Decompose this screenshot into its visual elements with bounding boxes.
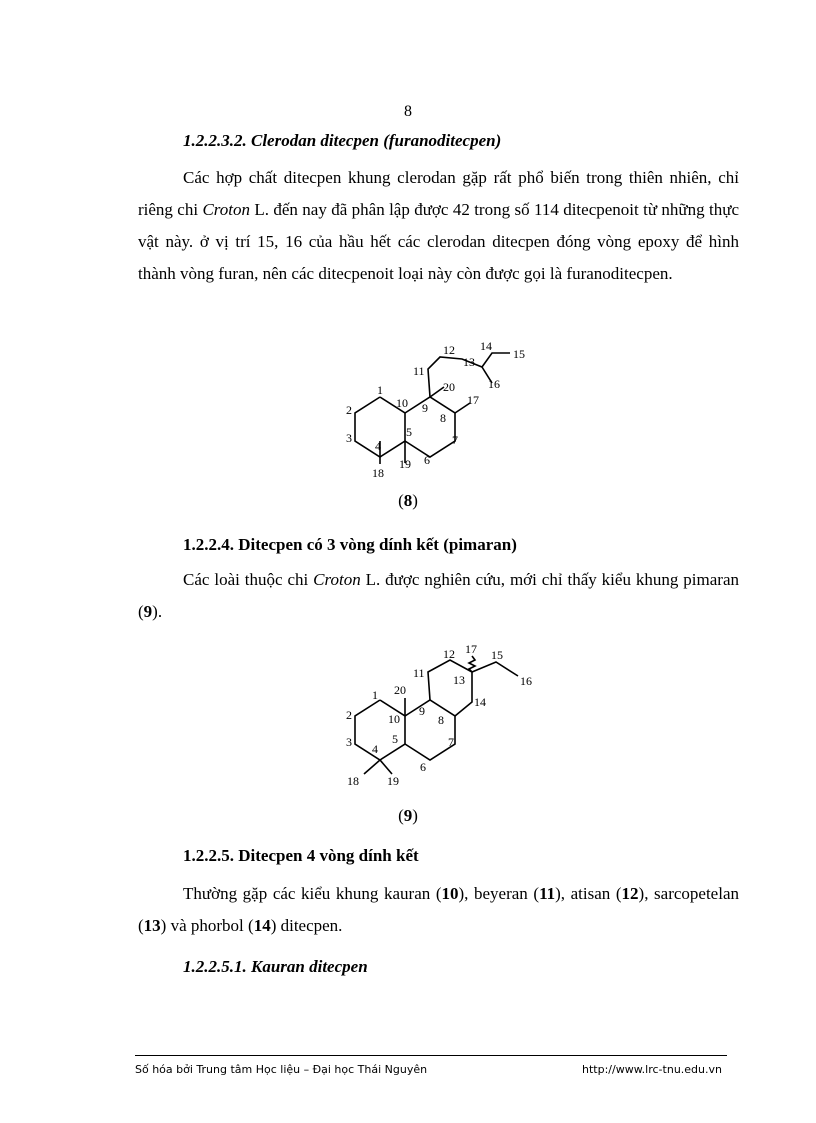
atom-number-label: 8 bbox=[438, 713, 444, 727]
figure-caption-9: (9) bbox=[398, 806, 418, 825]
atom-number-label: 12 bbox=[443, 647, 455, 661]
bond-line bbox=[355, 700, 405, 760]
atom-number-label: 13 bbox=[453, 673, 465, 687]
atom-number-label: 1 bbox=[372, 688, 378, 702]
structure-8 bbox=[300, 335, 560, 485]
atom-number-label: 9 bbox=[419, 704, 425, 718]
structure-8-labels bbox=[346, 339, 525, 480]
bond-line bbox=[472, 662, 518, 676]
atom-number-label: 13 bbox=[463, 355, 475, 369]
atom-number-label: 4 bbox=[372, 742, 378, 756]
atom-number-label: 16 bbox=[488, 377, 500, 391]
atom-number-label: 3 bbox=[346, 735, 352, 749]
section-heading-four-ring: 1.2.2.5. Ditecpen 4 vòng dính kết bbox=[183, 846, 419, 865]
atom-number-label: 15 bbox=[491, 648, 503, 662]
atom-number-label: 14 bbox=[480, 339, 492, 353]
atom-number-label: 17 bbox=[467, 393, 479, 407]
paragraph-pimaran: Các loài thuộc chi Croton L. được nghiên cứu, mới chỉ thấy kiểu khung pimaran (9). bbox=[138, 570, 739, 621]
atom-number-label: 11 bbox=[413, 666, 425, 680]
footer-divider bbox=[135, 1055, 727, 1056]
atom-number-label: 9 bbox=[422, 401, 428, 415]
atom-number-label: 17 bbox=[465, 642, 477, 656]
bond-line bbox=[430, 387, 444, 397]
atom-number-label: 6 bbox=[420, 760, 426, 774]
atom-number-label: 19 bbox=[387, 774, 399, 788]
section-heading-clerodan: 1.2.2.3.2. Clerodan ditecpen (furanoditecpen) bbox=[183, 131, 502, 150]
atom-number-label: 10 bbox=[396, 396, 408, 410]
figure-caption-8: (8) bbox=[398, 491, 418, 510]
atom-number-label: 2 bbox=[346, 708, 352, 722]
page-number: 8 bbox=[404, 103, 412, 120]
atom-number-label: 7 bbox=[448, 735, 454, 749]
structure-9-bonds bbox=[355, 656, 518, 774]
atom-number-label: 20 bbox=[394, 683, 406, 697]
atom-number-label: 12 bbox=[443, 343, 455, 357]
bond-line bbox=[364, 760, 380, 774]
atom-number-label: 2 bbox=[346, 403, 352, 417]
atom-number-label: 8 bbox=[440, 411, 446, 425]
atom-number-label: 15 bbox=[513, 347, 525, 361]
bond-line bbox=[469, 656, 475, 672]
atom-number-label: 3 bbox=[346, 431, 352, 445]
bond-line bbox=[428, 660, 472, 716]
atom-number-label: 20 bbox=[443, 380, 455, 394]
atom-number-label: 1 bbox=[377, 383, 383, 397]
structure-9 bbox=[300, 640, 560, 790]
atom-number-label: 10 bbox=[388, 712, 400, 726]
atom-number-label: 18 bbox=[347, 774, 359, 788]
atom-number-label: 18 bbox=[372, 466, 384, 480]
atom-number-label: 4 bbox=[375, 439, 381, 453]
section-heading-kauran: 1.2.2.5.1. Kauran ditecpen bbox=[183, 957, 368, 976]
atom-number-label: 7 bbox=[452, 433, 458, 447]
atom-number-label: 19 bbox=[399, 457, 411, 471]
bond-line bbox=[405, 397, 455, 457]
footer-source: Số hóa bởi Trung tâm Học liệu – Đại học Thái Nguyên bbox=[135, 1063, 428, 1076]
bond-line bbox=[380, 760, 392, 774]
atom-number-label: 14 bbox=[474, 695, 486, 709]
atom-number-label: 16 bbox=[520, 674, 532, 688]
atom-number-label: 5 bbox=[392, 732, 398, 746]
footer-url: http://www.lrc-tnu.edu.vn bbox=[582, 1063, 722, 1076]
genus-name: Croton bbox=[313, 570, 361, 589]
genus-name: Croton bbox=[202, 200, 250, 219]
section-heading-pimaran: 1.2.2.4. Ditecpen có 3 vòng dính kết (pimaran) bbox=[183, 535, 517, 554]
atom-number-label: 5 bbox=[406, 425, 412, 439]
atom-number-label: 6 bbox=[424, 453, 430, 467]
paragraph-clerodan: Các hợp chất ditecpen khung clerodan gặp rất phổ biến trong thiên nhiên, chỉ riêng chi Croton L. đến nay đã phân lập được 42 trong số 114 ditecpenoit từ những thực vật này. ở vị trí 15, 16 của hầu hết các clerodan ditecpen đóng vòng epoxy để hình thành vòng furan, nên các ditecpenoit loại này còn được gọi là furanoditecpen. bbox=[138, 168, 739, 283]
atom-number-label: 11 bbox=[413, 364, 425, 378]
paragraph-four-ring: Thường gặp các kiểu khung kauran (10), beyeran (11), atisan (12), sarcopetelan (13) và phorbol (14) ditecpen. bbox=[138, 884, 739, 935]
bond-line bbox=[405, 700, 455, 760]
